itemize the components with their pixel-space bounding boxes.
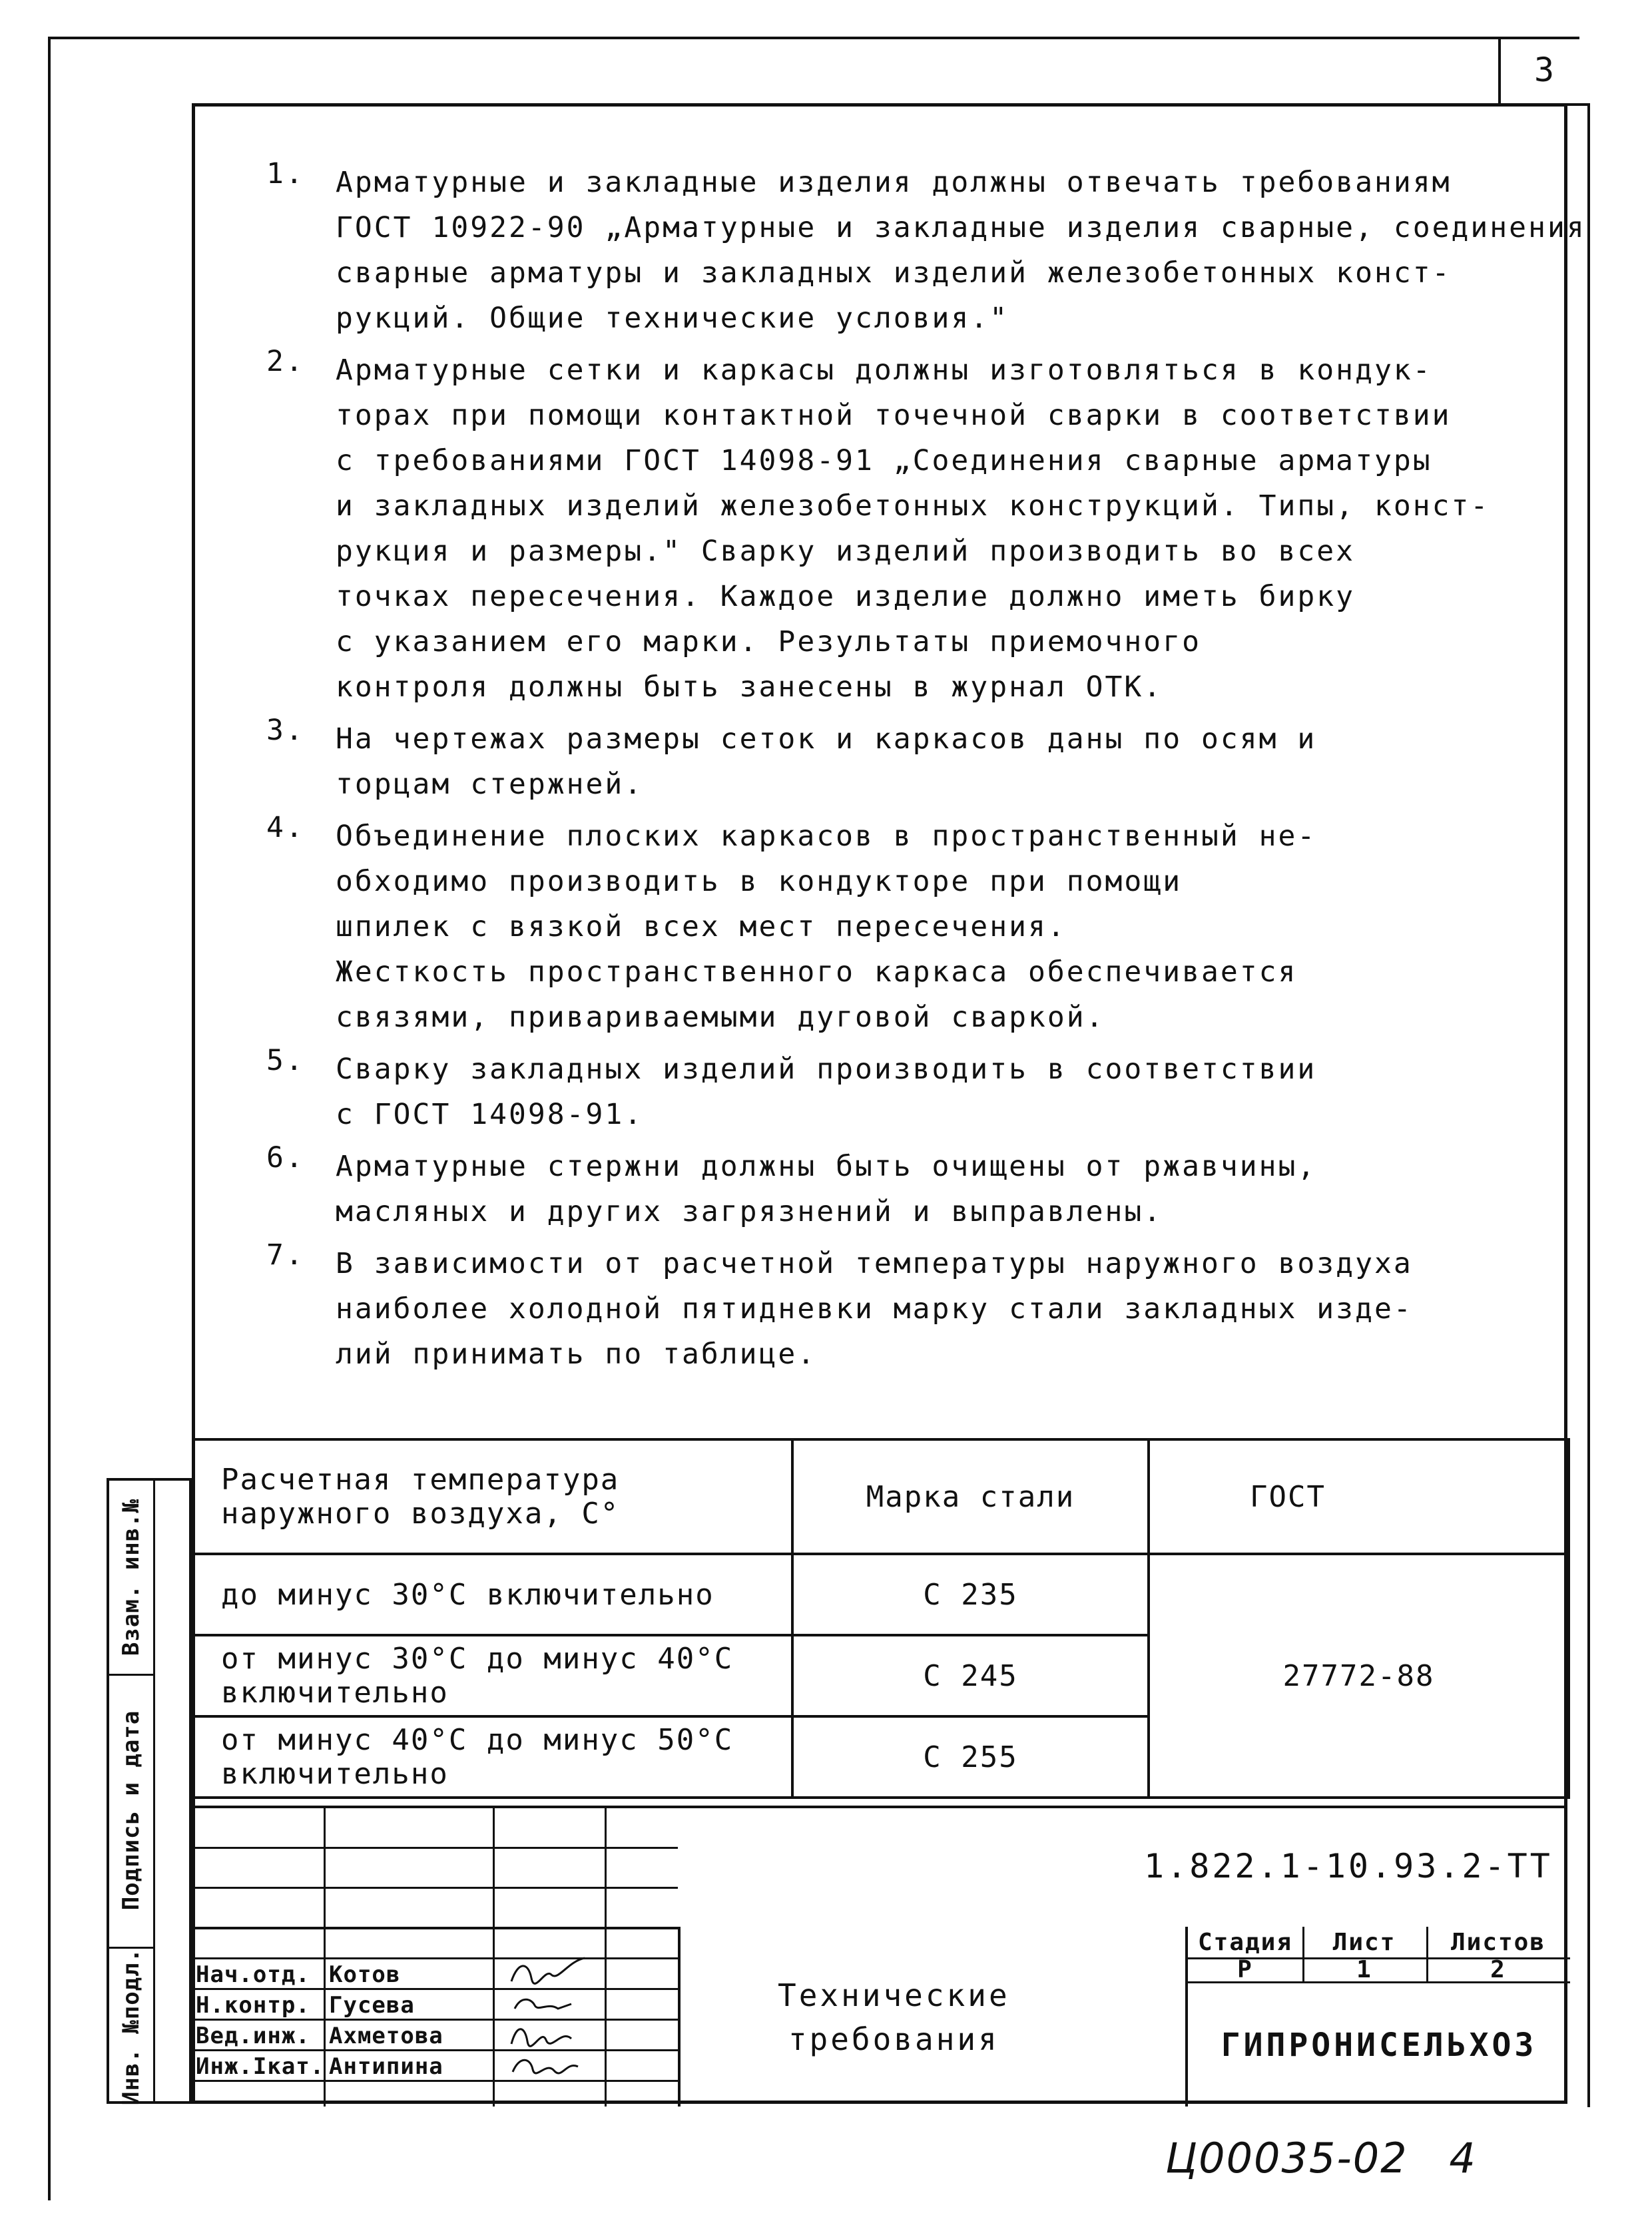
title-block-stage-area: [1185, 1927, 1570, 2107]
table-header-row: [193, 1439, 1569, 1554]
person-name: Антипина: [329, 2053, 443, 2080]
note-line: В зависимости от расчетной температуры наружного воздуха: [336, 1247, 1413, 1280]
note-body: [336, 1241, 1558, 1377]
row-steel-grade: С 235: [792, 1554, 1149, 1635]
title-block-divider: [678, 1927, 681, 2107]
footer-code: Ц00035-02: [1165, 2134, 1408, 2182]
side-label-inv-swap: Взам. инв.№: [118, 1498, 144, 1656]
note-line: Арматурные стержни должны быть очищены от ржавчины,: [336, 1150, 1317, 1183]
outer-border-left: [48, 37, 51, 2200]
note-line: обходимо производить в кондукторе при помощи: [336, 865, 1183, 898]
note-number: 6.: [266, 1141, 305, 1174]
note-line: шпилек с вязкой всех мест пересечения.: [336, 910, 1067, 943]
role-label: Вед.инж.: [196, 2023, 310, 2049]
note-body: [336, 1047, 1558, 1137]
stage-header-row: [1188, 1927, 1570, 1959]
note-item: [266, 345, 1558, 710]
note-item: [266, 811, 1558, 1040]
title-block: [192, 1806, 1567, 2104]
note-line: связями, привариваемыми дуговой сваркой.: [336, 1001, 1105, 1034]
note-line: с требованиями ГОСТ 14098-91 „Соединения сварные арматуры: [336, 444, 1432, 477]
header-temperature: Расчетная температура наружного воздуха, С°: [193, 1439, 792, 1554]
person-name: Ахметова: [329, 2023, 443, 2049]
sheets-label: Листов: [1450, 1928, 1546, 1956]
note-line: Арматурные сетки и каркасы должны изготовляться в кондук-: [336, 354, 1432, 387]
note-number: 7.: [266, 1238, 305, 1272]
side-label-sign-date: Подпись и дата: [118, 1710, 144, 1911]
note-line: На чертежах размеры сеток и каркасов даны по осям и: [336, 722, 1317, 756]
document-title-line2: требования: [788, 2021, 999, 2057]
note-line: и закладных изделий железобетонных конструкций. Типы, конст-: [336, 489, 1490, 523]
note-body: [336, 1144, 1558, 1234]
row-steel-grade: С 245: [792, 1635, 1149, 1716]
side-label-inv-orig: Инв. №подл.: [118, 1947, 144, 2106]
note-number: 5.: [266, 1044, 305, 1077]
note-line: торцам стержней.: [336, 768, 644, 801]
note-number: 1.: [266, 157, 305, 190]
note-item: [266, 1044, 1558, 1137]
steel-grade-table: [192, 1438, 1570, 1799]
footer-code-line: [1165, 2134, 1477, 2182]
note-body: [336, 160, 1586, 341]
note-item: [266, 716, 1558, 807]
sheets-value: 2: [1490, 1955, 1506, 1983]
note-line: с указанием его марки. Результаты приемочного: [336, 625, 1201, 658]
signature-mark: [505, 2047, 591, 2081]
note-body: [336, 716, 1558, 807]
sheet-value: 1: [1302, 1957, 1428, 1981]
table-row: [193, 1554, 1569, 1635]
note-number: 3.: [266, 714, 305, 747]
technical-notes: [266, 157, 1586, 1377]
document-title-line1: Технические: [778, 1977, 1010, 2013]
header-gost: ГОСТ: [1149, 1439, 1569, 1554]
document-code: 1.822.1-10.93.2-ТТ: [1144, 1847, 1553, 1885]
role-label: Инж.Iкат.: [196, 2053, 325, 2080]
signature-mark: [505, 1985, 591, 2020]
row-temperature: до минус 30°С включительно: [193, 1554, 792, 1635]
document-title: [778, 1973, 1010, 2061]
note-line: контроля должны быть занесены в журнал ОТК.: [336, 670, 1163, 704]
frame-right-line: [1587, 103, 1590, 2107]
note-line: Объединение плоских каркасов в пространственный не-: [336, 820, 1317, 853]
outer-border-top: [48, 37, 1579, 39]
gost-value: 27772-88: [1149, 1554, 1569, 1798]
role-label: Нач.отд.: [196, 1961, 310, 1988]
person-name: Котов: [329, 1961, 401, 1988]
signature-mark: [505, 1955, 591, 1989]
note-line: Жесткость пространственного каркаса обеспечивается: [336, 955, 1298, 989]
note-item: [266, 1238, 1558, 1377]
note-item: [266, 157, 1586, 341]
note-body: [336, 814, 1558, 1040]
note-line: рукция и размеры." Сварку изделий производить во всех: [336, 535, 1356, 568]
note-line: с ГОСТ 14098-91.: [336, 1098, 644, 1131]
stage-values-row: [1188, 1957, 1570, 1983]
note-number: 4.: [266, 811, 305, 844]
note-line: ГОСТ 10922-90 „Арматурные и закладные изделия сварные, соединения: [336, 211, 1586, 244]
sheet-number: 3: [1498, 37, 1587, 106]
organization-name: ГИПРОНИСЕЛЬХОЗ: [1221, 2027, 1537, 2064]
stage-label: Стадия: [1188, 1927, 1304, 1957]
stage-value: Р: [1188, 1957, 1304, 1981]
sheet-label: Лист: [1302, 1927, 1428, 1957]
side-stamp: [107, 1478, 192, 2104]
note-line: лий принимать по таблице.: [336, 1338, 817, 1371]
note-line: наиболее холодной пятидневки марку стали закладных изде-: [336, 1292, 1413, 1326]
note-line: Арматурные и закладные изделия должны отвечать требованиям: [336, 166, 1452, 199]
note-line: сварные арматуры и закладных изделий железобетонных конст-: [336, 256, 1452, 290]
note-line: торах при помощи контактной точечной сварки в соответствии: [336, 399, 1452, 432]
row-temperature: от минус 30°С до минус 40°С включительно: [193, 1635, 792, 1716]
signature-mark: [505, 2016, 591, 2051]
note-line: точках пересечения. Каждое изделие должно иметь бирку: [336, 580, 1356, 613]
note-item: [266, 1141, 1558, 1234]
note-line: рукций. Общие технические условия.": [336, 302, 1009, 335]
role-label: Н.контр.: [196, 1992, 310, 2019]
note-body: [336, 348, 1558, 710]
note-line: Сварку закладных изделий производить в соответствии: [336, 1053, 1317, 1086]
person-name: Гусева: [329, 1992, 415, 2019]
row-temperature: от минус 40°С до минус 50°С включительно: [193, 1716, 792, 1798]
footer-page: 4: [1449, 2134, 1477, 2182]
header-steel-grade: Марка стали: [792, 1439, 1149, 1554]
note-number: 2.: [266, 345, 305, 378]
title-block-grid: [192, 1808, 678, 2107]
row-steel-grade: С 255: [792, 1716, 1149, 1798]
note-line: масляных и других загрязнений и выправлены.: [336, 1195, 1163, 1228]
